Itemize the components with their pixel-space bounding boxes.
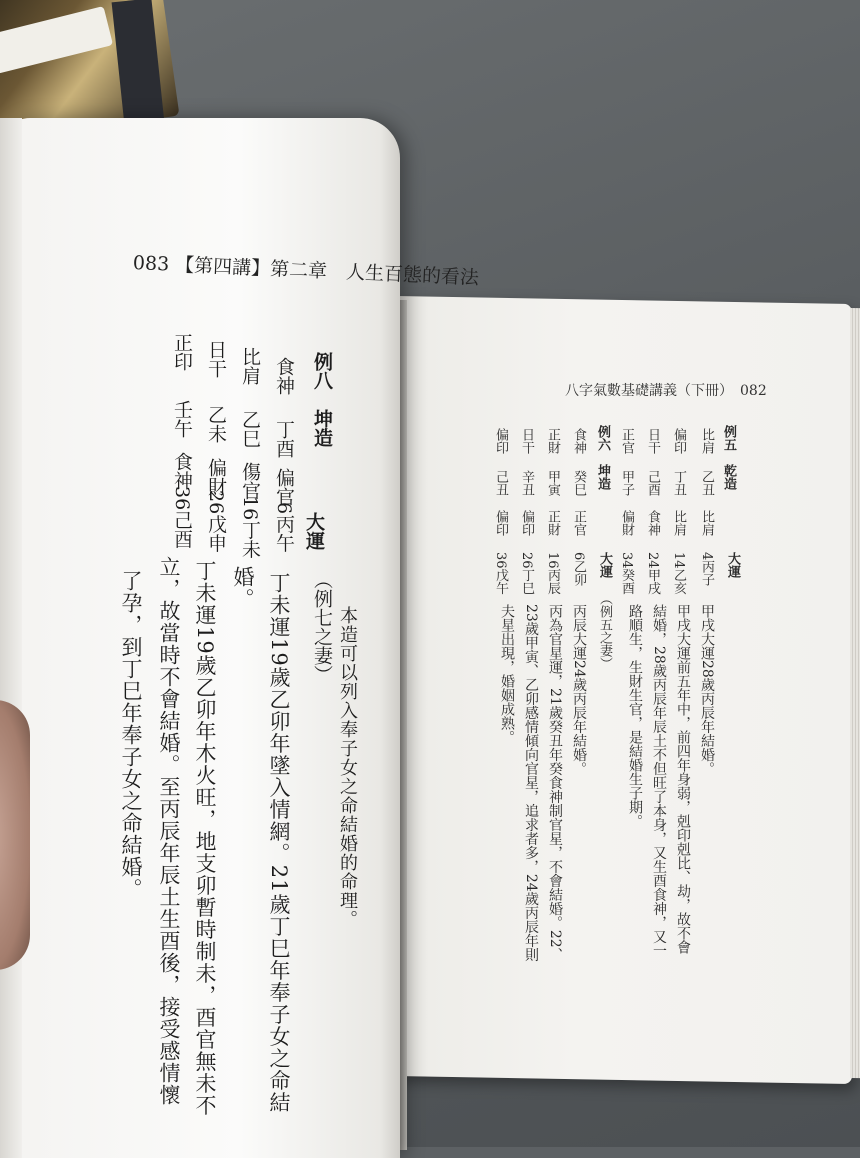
chart6-dayun-1: 6乙卯 — [571, 552, 586, 587]
chart6-row2-stem: 甲寅 — [545, 470, 560, 496]
para5-line-1: 甲戌大運28歲丙辰年結婚。 — [699, 604, 715, 776]
chart6-note: （例五之妻） — [597, 592, 612, 670]
chart5-row4-god: 偏財 — [619, 510, 634, 536]
para5-line-3: 結婚，28歲丙辰年辰土不但旺了本身，又生酉食神，又一 — [651, 604, 667, 958]
chart6-dayun-4: 36戊午 — [493, 552, 508, 595]
left-paragraph-line-4: 丁未運19歲乙卯年木火旺，地支卯暫時制未，酉官無未不 — [193, 560, 217, 1117]
chart8-row2-god: 傷官 — [239, 462, 261, 500]
chart8-note: （例七之妻） — [311, 570, 333, 684]
chart8-row4-god: 食神 — [171, 452, 193, 490]
chart5-title: 例五 乾造 — [721, 425, 736, 490]
chart5-row1-label: 比肩 — [699, 428, 714, 454]
chart6-row4-label: 偏印 — [493, 428, 508, 454]
chart5-row3-god: 食神 — [645, 510, 660, 536]
chart8-row2-label: 比肩 — [239, 347, 261, 385]
left-paragraph-line-5: 立，故當時不會結婚。至丙辰年辰土生酉後，接受感情懷 — [157, 556, 181, 1106]
chart8-row4-label: 正印 — [171, 333, 193, 371]
chart6-row2-god: 正財 — [545, 510, 560, 536]
chart5-row4-label: 正官 — [619, 428, 634, 454]
chart8-row1-label: 食神 — [273, 357, 295, 395]
chart6-row3-label: 日干 — [519, 428, 534, 454]
chart5-row1-stem: 乙丑 — [699, 470, 714, 496]
chart8-dayun-4: 36己酉 — [171, 486, 193, 549]
chart6-row2-label: 正財 — [545, 428, 560, 454]
chart5-dayun-2: 14乙亥 — [671, 552, 686, 595]
left-paragraph-line-6: 了孕，到丁巳年奉子女之命結婚。 — [119, 570, 143, 900]
chart6-title: 例六 坤造 — [595, 425, 610, 490]
chart8-row3-label: 日干 — [205, 340, 227, 378]
chart5-row2-label: 偏印 — [671, 428, 686, 454]
chart6-row1-stem: 癸巳 — [571, 470, 586, 496]
chart5-dayun-1: 4丙子 — [699, 552, 714, 587]
chart5-row3-label: 日干 — [645, 428, 660, 454]
left-page-header: 083 【第四講】第二章 人生百態的看法 — [132, 252, 480, 290]
chart8-row3-god: 偏財 — [205, 458, 227, 496]
chart6-row3-stem: 辛丑 — [519, 470, 534, 496]
chart8-dayun-1: 6丙午 — [273, 502, 295, 553]
chart6-dayun-2: 16丙辰 — [545, 552, 560, 595]
chart5-row1-god: 比肩 — [699, 510, 714, 536]
chart6-row1-god: 正官 — [571, 510, 586, 536]
right-page — [392, 296, 852, 1084]
para5-line-4: 路順生，生財生官，是結婚生子期。 — [627, 604, 643, 828]
left-paragraph-line-1: 本造可以列入奉子女之命結婚的命理。 — [337, 606, 358, 929]
chart5-dayun-3: 24甲戌 — [645, 552, 660, 595]
chart6-dayun-3: 26丁巳 — [519, 552, 534, 595]
chart6-row4-god: 偏印 — [493, 510, 508, 536]
para6-line-3: 23歲甲寅、乙卯感情傾向官星，追求者多，24歲丙辰年則 — [523, 604, 539, 962]
para6-line-1: 丙辰大運24歲丙辰年結婚。 — [571, 604, 587, 776]
para5-line-2: 甲戌大運前五年中，前四年身弱，剋印剋比、劫，故不會 — [675, 604, 691, 954]
chart5-dayun-4: 34癸酉 — [619, 552, 634, 595]
chart6-row4-stem: 己丑 — [493, 470, 508, 496]
thumb — [0, 700, 30, 970]
chart8-row4-stem: 壬午 — [171, 400, 193, 438]
left-paragraph-line-3: 婚。 — [231, 566, 255, 610]
chart6-dayun-title: 大運 — [597, 552, 612, 578]
chart8-row2-stem: 乙巳 — [239, 410, 261, 448]
chart8-row1-god: 偏官 — [273, 468, 295, 506]
chart8-title: 例八 坤造 — [311, 352, 333, 447]
left-paragraph-line-2: 丁未運19歲乙卯年墜入情網。21歲丁巳年奉子女之命結 — [267, 572, 291, 1114]
para6-line-2: 丙為官星運，21歲癸丑年癸食神制官星，不會結婚。22、 — [547, 604, 563, 962]
para6-line-4: 夫星出現，婚姻成熟。 — [499, 604, 515, 744]
right-page-header: 八字氣數基礎講義（下冊） 082 — [565, 383, 767, 399]
chart8-dayun-2: 16丁未 — [239, 496, 261, 559]
chart5-row2-god: 比肩 — [671, 510, 686, 536]
chart5-dayun-title: 大運 — [725, 552, 740, 578]
chart6-row3-god: 偏印 — [519, 510, 534, 536]
chart8-dayun-title: 大運 — [303, 512, 325, 550]
chart8-row1-stem: 丁酉 — [273, 420, 295, 458]
chart5-row4-stem: 甲子 — [619, 470, 634, 496]
chart8-row3-stem: 乙未 — [205, 405, 227, 443]
chart8-dayun-3: 26戊申 — [205, 490, 227, 553]
chart5-row2-stem: 丁丑 — [671, 470, 686, 496]
chart5-row3-stem: 己酉 — [645, 470, 660, 496]
chart6-row1-label: 食神 — [571, 428, 586, 454]
